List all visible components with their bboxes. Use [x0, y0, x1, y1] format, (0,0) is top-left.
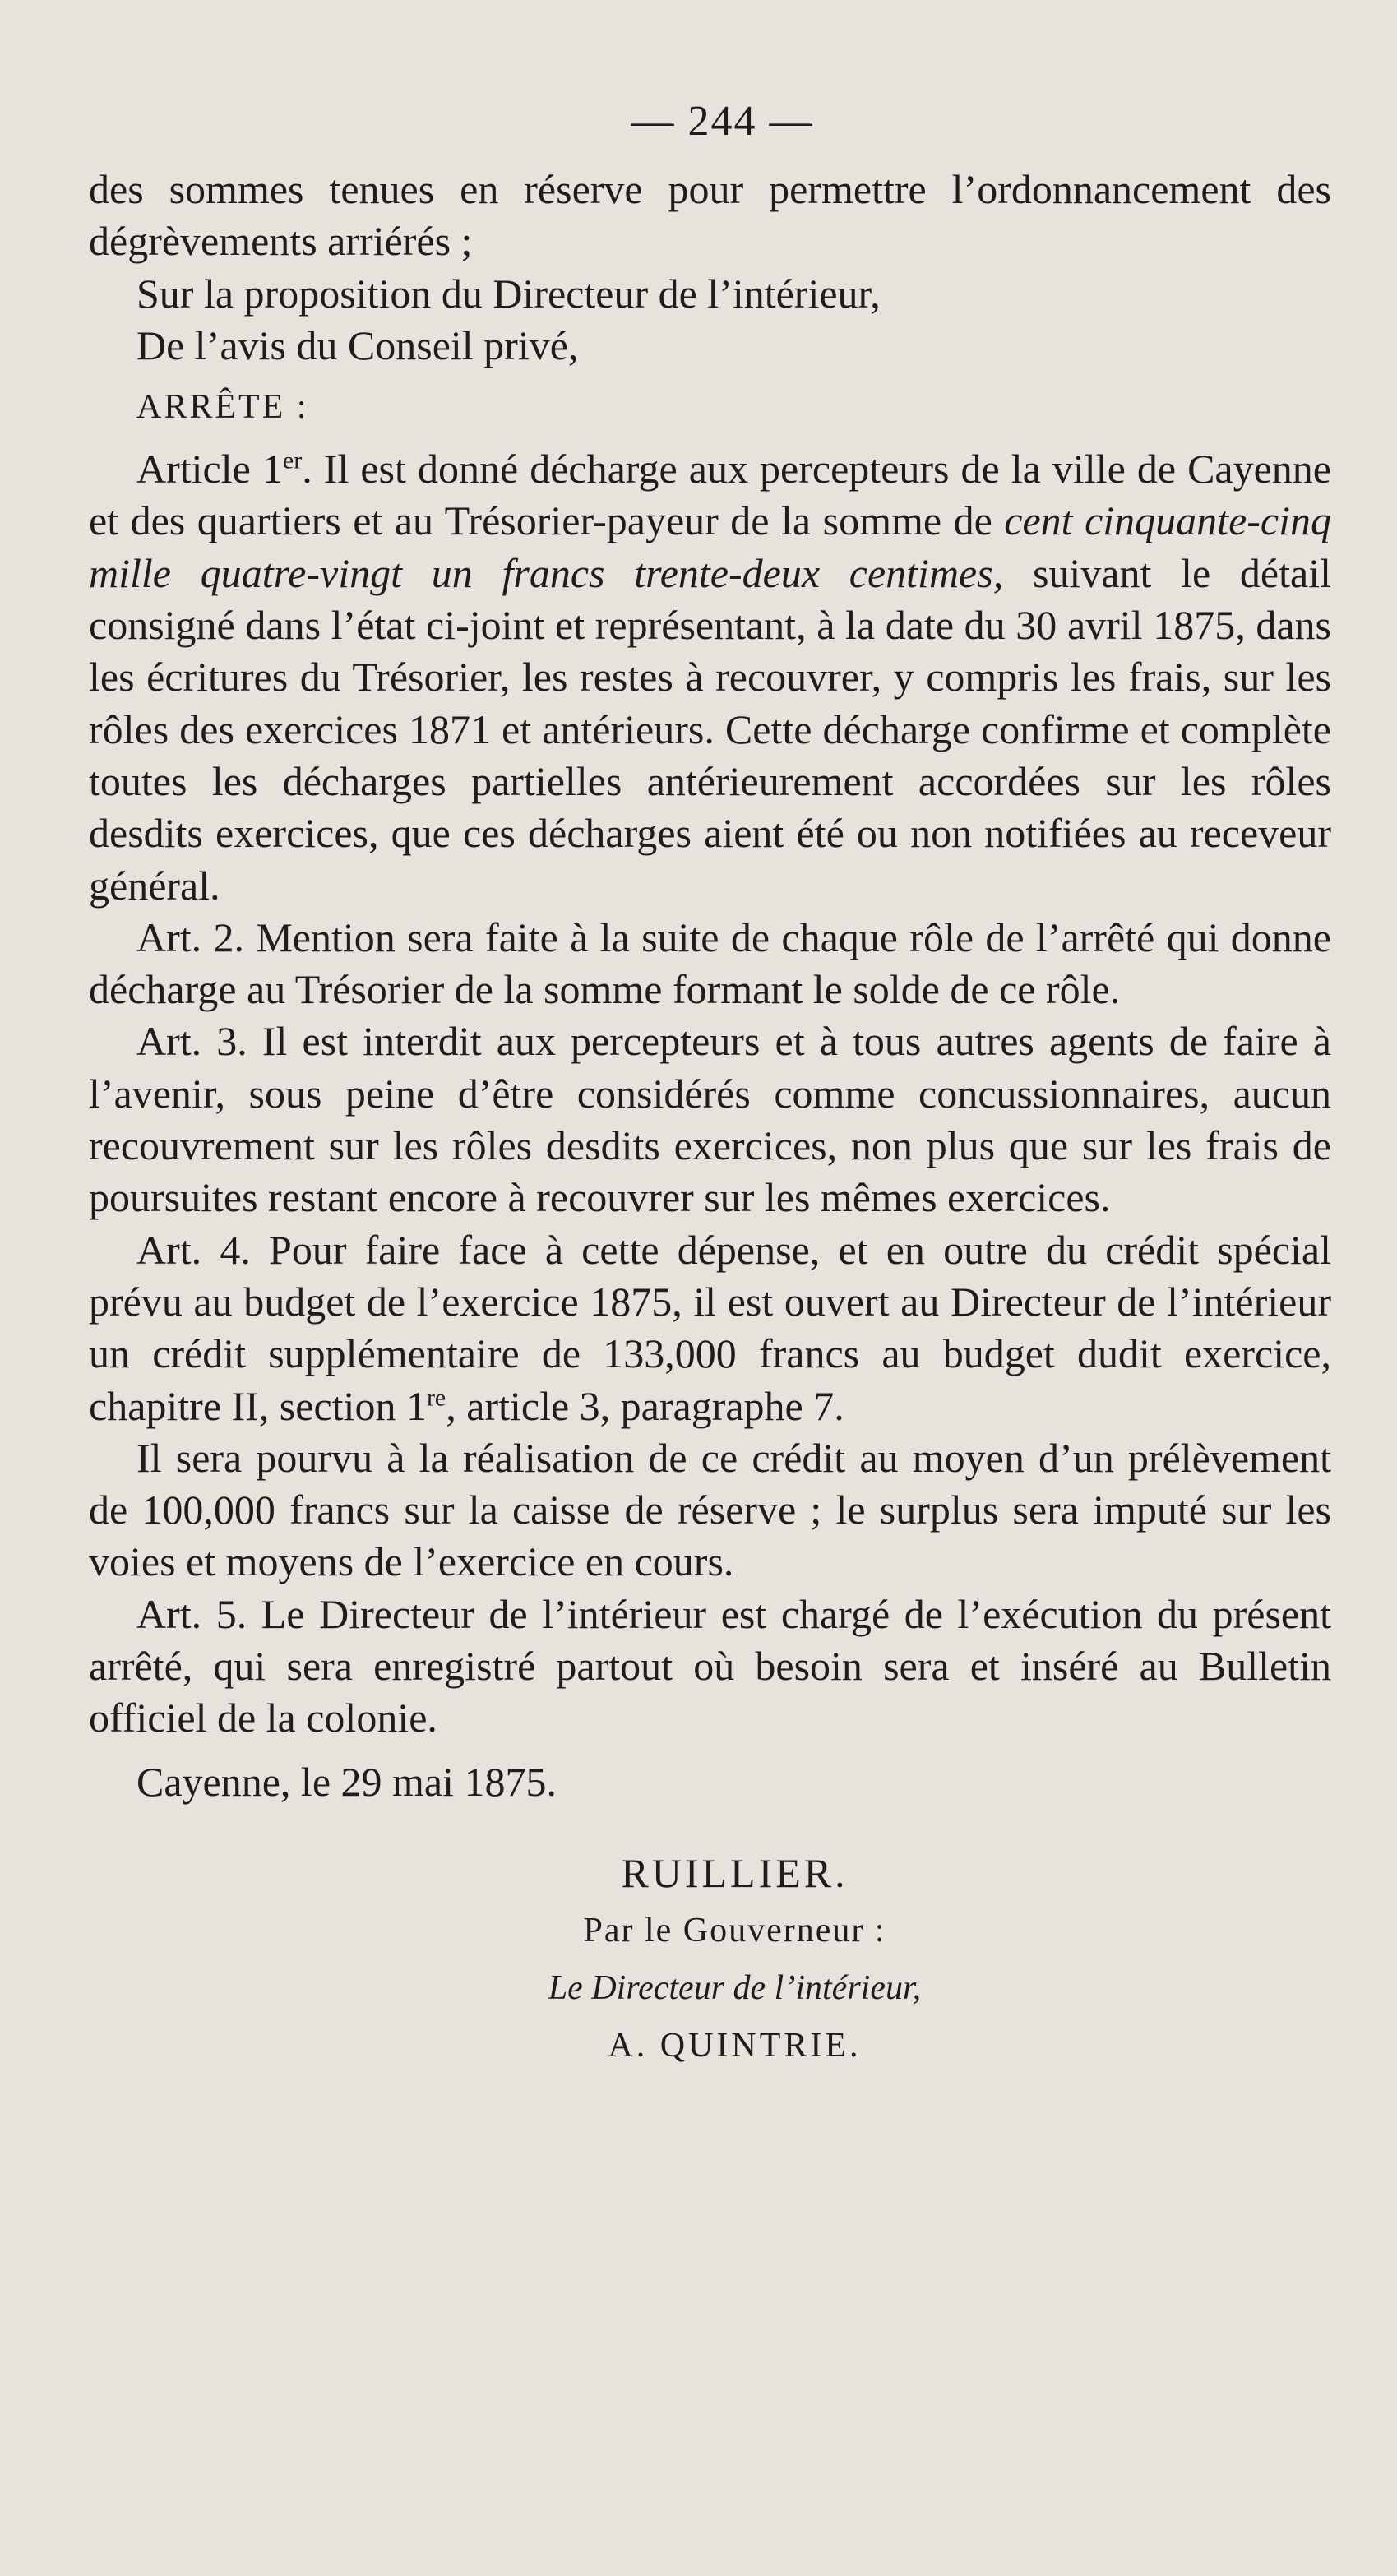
opening-paragraph: des sommes tenues en réserve pour permettre l’ordonnancement des dégrèvements arriérés ; — [89, 166, 1331, 265]
signature-title: Le Directeur de l’intérieur, — [548, 1968, 922, 2007]
signature-par-gouverneur: Par le Gouverneur : — [583, 1911, 886, 1949]
arrete-heading: ARRÊTE : — [136, 388, 309, 427]
article-1-label-sup: er — [282, 446, 303, 474]
article-1-amount: cent cinquante-cinq mille quatre-vingt un francs trente-deux centimes, — [89, 497, 1331, 596]
article-1-text-a: . Il est donné décharge aux percepteurs de la ville de Cayenne et des quartiers et au Trésorier-payeur de la somme de — [89, 446, 1332, 544]
article-2: Art. 2. Mention sera faite à la suite de chaque rôle de l’arrêté qui donne décharge au Trésorier de la somme formant le solde de ce rôle. — [89, 913, 1331, 1013]
article-4-text-a: Art. 4. Pour faire face à cette dépense, et en outre du crédit spécial prévu au budget de l’exercice 1875, il est ouvert au Directeur de l’intérieur un crédit supplémentaire de 133,000 francs au budget dudit exercice, chapitre II, section 1 — [89, 1226, 1331, 1429]
date-line: Cayenne, le 29 mai 1875. — [136, 1758, 557, 1805]
signature-name: RUILLIER. — [621, 1849, 849, 1896]
proposition-line: Sur la proposition du Directeur de l’intérieur, — [136, 270, 881, 317]
article-4-paragraph-2: Il sera pourvu à la réalisation de ce crédit au moyen d’un prélèvement de 100,000 francs sur la caisse de réserve ; le surplus sera imputé sur les voies et moyens de l’exercice en cours. — [89, 1434, 1331, 1585]
signature-block — [138, 1844, 1331, 2074]
article-4-section-sup: re — [426, 1383, 446, 1411]
page-number: — 244 — — [631, 98, 814, 145]
article-1-label: Article 1 — [136, 446, 283, 493]
article-4-text-b: , article 3, paragraphe 7. — [446, 1382, 844, 1429]
article-5: Art. 5. Le Directeur de l’intérieur est chargé de l’exécution du présent arrêté, qui sera enregistré partout où besoin sera et inséré au Bulletin officiel de la colonie. — [89, 1590, 1331, 1741]
article-4 — [89, 1224, 1331, 1432]
avis-line: De l’avis du Conseil privé, — [136, 321, 579, 368]
article-1-text-b: suivant le détail consigné dans l’état ci-joint et représentant, à la date du 30 avril 1875, dans les écritures du Trésorier, les restes à recouvrer, y compris les frais, sur les rôles des exercices 1871 et antérieurs. Cette décharge confirme et complète toutes les décharges partielles antérieurement accordées sur les rôles desdits exercices, que ces décharges aient été ou non notifiées au receveur général. — [89, 549, 1331, 909]
signature-second-name: A. QUINTRIE. — [608, 2026, 862, 2065]
article-3: Art. 3. Il est interdit aux percepteurs et à tous autres agents de faire à l’avenir, sous peine d’être considérés comme concussionnaires, aucun recouvrement sur les rôles desdits exercices, non plus que sur les frais de poursuites restant encore à recouvrer sur les mêmes exercices. — [89, 1018, 1331, 1221]
article-1 — [89, 443, 1331, 912]
